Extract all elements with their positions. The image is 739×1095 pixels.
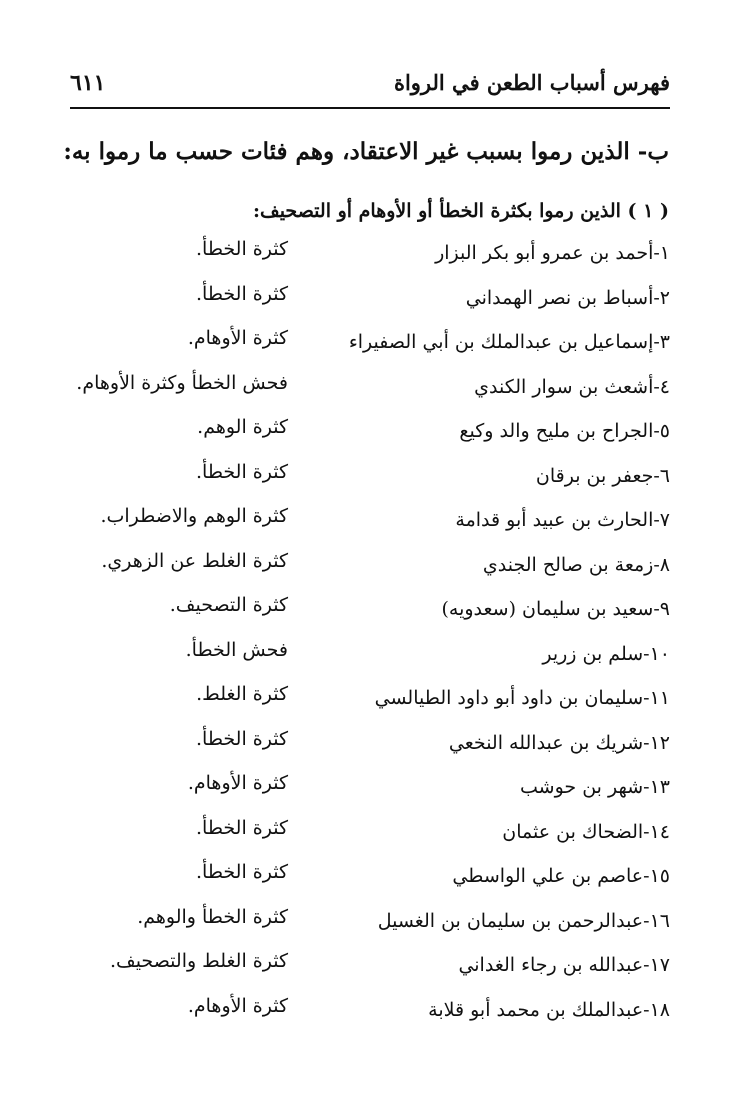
entry-reason: كثرة الأوهام. [187,994,288,1017]
header-rule [70,107,670,109]
header-title: فهرس أسباب الطعن في الرواة [393,70,670,95]
list-item [70,236,670,281]
list-item [70,325,670,370]
entry-name: ٢-أسباط بن نصر الهمداني [465,286,670,309]
entry-reason: كثرة الغلط. [196,683,288,705]
entry-name: ١٥-عاصم بن علي الواسطي [452,865,670,887]
entry-name: ٤-أشعث بن سوار الكندي [474,375,670,398]
list-item [70,859,670,904]
entry-reason: كثرة الأوهام. [187,772,288,794]
entry-name: ٨-زمعة بن صالح الجندي [482,553,670,576]
entry-name: ١١-سليمان بن داود أبو داود الطيالسي [374,687,670,709]
entry-reason: فحش الخطأ وكثرة الأوهام. [76,371,288,394]
entry-reason: كثرة الخطأ. [195,727,288,750]
entry-reason: كثرة الخطأ. [195,816,288,839]
entry-name: ١٠-سلم بن زرير [542,642,670,665]
list-item [70,681,670,726]
page-number: ٦١١ [70,70,106,96]
entries-list [70,236,670,1036]
list-item [70,726,670,771]
list-item [70,370,670,415]
entry-name: ١٤-الضحاك بن عثمان [502,820,670,843]
entry-reason: كثرة الخطأ. [195,238,288,260]
entry-name: ١٣-شهر بن حوشب [520,776,670,798]
entry-reason: كثرة الغلط والتصحيف. [109,950,288,972]
list-item [70,459,670,504]
page-header [70,70,670,104]
list-item [70,548,670,593]
list-item [70,281,670,326]
entry-name: ٦-جعفر بن برقان [535,464,670,487]
list-item [70,770,670,815]
entry-name: ١٧-عبدالله بن رجاء الغداني [458,954,670,976]
list-item [70,592,670,637]
list-item [70,815,670,860]
list-item [70,414,670,459]
entry-reason: كثرة الغلط عن الزهري. [101,549,288,572]
entry-name: ١٦-عبدالرحمن بن سليمان بن الغسيل [377,909,670,932]
entry-name: ١-أحمد بن عمرو أبو بكر البزار [435,242,670,264]
entry-reason: كثرة الخطأ. [195,460,288,483]
group-heading: ( ١ ) الذين رموا بكثرة الخطأ أو الأوهام أو التصحيف: [253,200,669,222]
entry-name: ٣-إسماعيل بن عبدالملك بن أبي الصفيراء [348,331,670,353]
list-item [70,637,670,682]
entry-reason: كثرة الخطأ. [195,282,288,305]
entry-name: ٧-الحارث بن عبيد أبو قدامة [455,509,670,531]
entry-reason: كثرة الوهم والاضطراب. [100,505,288,527]
list-item [70,503,670,548]
entry-reason: كثرة الخطأ والوهم. [137,905,288,928]
entry-name: ٩-سعيد بن سليمان (سعدويه) [441,598,670,620]
entry-reason: كثرة الخطأ. [195,861,288,883]
entry-name: ١٨-عبدالملك بن محمد أبو قلابة [428,998,670,1021]
entry-name: ١٢-شريك بن عبدالله النخعي [448,731,670,754]
entry-reason: كثرة التصحيف. [169,594,288,616]
list-item [70,948,670,993]
list-item [70,993,670,1038]
entry-reason: كثرة الوهم. [197,416,288,438]
entry-reason: فحش الخطأ. [185,638,288,661]
section-heading: ب- الذين رموا بسبب غير الاعتقاد، وهم فئات حسب ما رموا به: [63,138,669,165]
entry-reason: كثرة الأوهام. [187,327,288,349]
entry-name: ٥-الجراح بن مليح والد وكيع [459,420,670,442]
list-item [70,904,670,949]
